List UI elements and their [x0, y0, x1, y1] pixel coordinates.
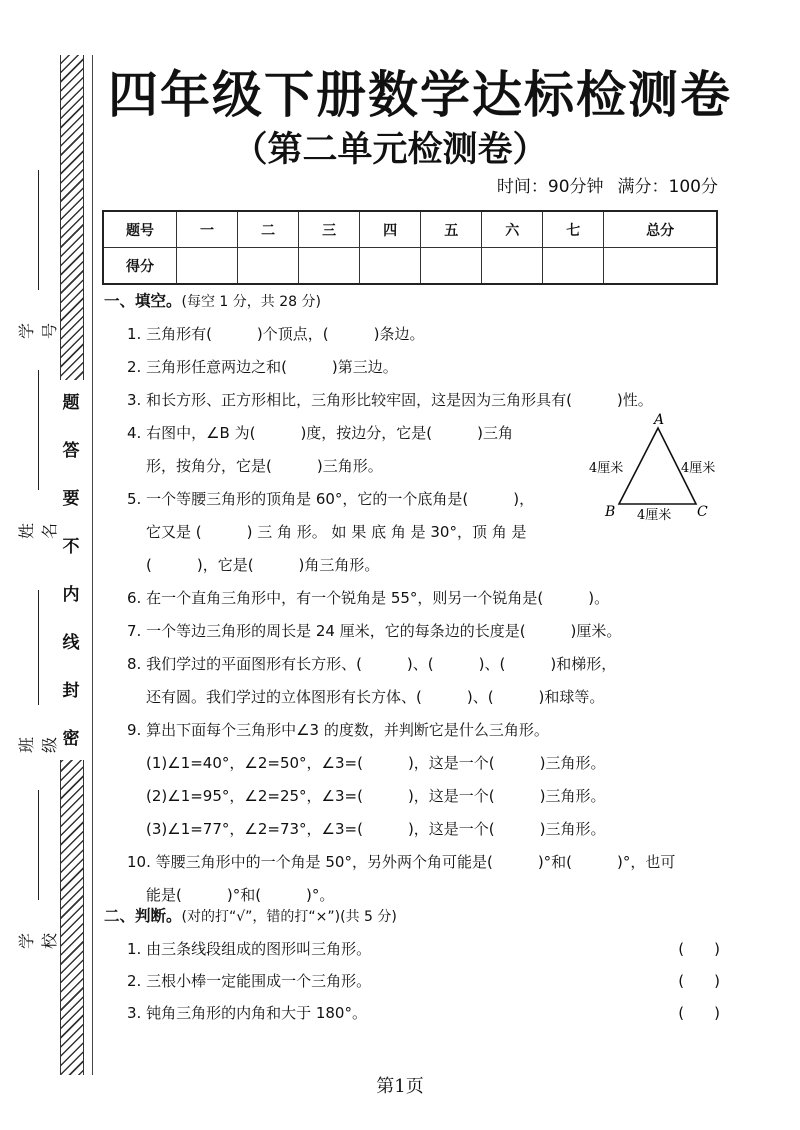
question-line: ( )，它是( )角三角形。: [146, 556, 380, 574]
question-line: 1. 三角形有( )个顶点，( )条边。: [127, 325, 425, 343]
score-input-cell[interactable]: [177, 248, 238, 285]
score-input-cell[interactable]: [421, 248, 482, 285]
question-line: 7. 一个等边三角形的周长是 24 厘米，它的每条边的长度是( )厘米。: [127, 622, 622, 640]
table-cell: 六: [482, 211, 543, 248]
score-input-cell[interactable]: [543, 248, 604, 285]
section-1-heading: [104, 290, 321, 313]
vertex-b-label: B: [605, 504, 616, 520]
question-line: 5. 一个等腰三角形的顶角是 60°，它的一个底角是( )，: [127, 490, 535, 508]
page-subtitle: （第二单元检测卷）: [232, 130, 548, 170]
table-cell: 二: [238, 211, 299, 248]
page-title: 四年级下册数学达标检测卷: [108, 66, 732, 124]
question-line: 10. 等腰三角形中的一个角是 50°，另外两个角可能是( )°和( )°，也可: [127, 853, 676, 871]
question-line: (1)∠1=40°，∠2=50°，∠3=( )，这是一个( )三角形。: [146, 754, 606, 772]
question-line: 能是( )°和( )°。: [146, 886, 335, 904]
seal-char: 封: [62, 681, 80, 701]
vertex-a-label: A: [654, 412, 665, 428]
class-line: [38, 590, 39, 705]
section-title: 一、填空。: [104, 292, 182, 310]
full-score: 满分：100分: [617, 177, 718, 197]
side-ac-label: 4厘米: [681, 461, 716, 476]
section-note: (每空 1 分，共 28 分): [181, 294, 321, 310]
table-cell: 五: [421, 211, 482, 248]
seal-char: 线: [62, 633, 80, 653]
question-line: 9. 算出下面每个三角形中∠3 的度数，并判断它是什么三角形。: [127, 721, 549, 739]
table-cell: 题号: [103, 211, 177, 248]
page-number: 第1页: [376, 1076, 424, 1097]
binding-border: [92, 55, 93, 1075]
question-line: 2. 三角形任意两边之和( )第三边。: [127, 358, 398, 376]
seal-char: 密: [62, 729, 80, 749]
student-id-label: 学号: [17, 323, 59, 340]
name-line: [38, 370, 39, 490]
table-cell: 四: [360, 211, 421, 248]
score-table-header-row: [103, 211, 717, 248]
score-input-cell[interactable]: [299, 248, 360, 285]
question-line: (2)∠1=95°，∠2=25°，∠3=( )，这是一个( )三角形。: [146, 787, 606, 805]
score-input-cell[interactable]: [360, 248, 421, 285]
seal-char: 内: [62, 585, 80, 605]
score-input-cell[interactable]: [604, 248, 717, 285]
answer-bracket[interactable]: ( ): [678, 940, 720, 958]
question-line: 还有圆。我们学过的立体图形有长方体、( )、( )和球等。: [146, 688, 605, 706]
table-cell: 一: [177, 211, 238, 248]
score-input-cell[interactable]: [482, 248, 543, 285]
table-cell: 总分: [604, 211, 717, 248]
seal-char: 答: [62, 441, 80, 461]
time-limit: 时间：90分钟: [496, 177, 604, 197]
answer-bracket[interactable]: ( ): [678, 972, 720, 990]
name-label: 姓名: [17, 523, 59, 540]
section-2-heading: [104, 905, 397, 928]
side-bc-label: 4厘米: [637, 508, 672, 523]
table-cell: 三: [299, 211, 360, 248]
school-label: 学校: [17, 933, 59, 950]
judge-item: 2. 三根小棒一定能围成一个三角形。: [127, 972, 372, 990]
triangle-figure: [585, 412, 725, 524]
score-table-score-row: [103, 248, 717, 285]
question-line: 6. 在一个直角三角形中，有一个锐角是 55°，则另一个锐角是( )。: [127, 589, 610, 607]
seal-char: 要: [62, 489, 80, 509]
school-line: [38, 790, 39, 900]
side-ab-label: 4厘米: [589, 461, 624, 476]
question-line: 8. 我们学过的平面图形有长方形、( )、( )、( )和梯形，: [127, 655, 617, 673]
judge-item: 1. 由三条线段组成的图形叫三角形。: [127, 940, 372, 958]
score-input-cell[interactable]: [238, 248, 299, 285]
section-note: (对的打“√”，错的打“×”)(共 5 分): [181, 909, 397, 925]
question-line: 3. 和长方形、正方形相比，三角形比较牢固，这是因为三角形具有( )性。: [127, 391, 653, 409]
table-cell: 得分: [103, 248, 177, 285]
section-title: 二、判断。: [104, 907, 182, 925]
vertex-c-label: C: [697, 504, 708, 520]
question-line: (3)∠1=77°，∠2=73°，∠3=( )，这是一个( )三角形。: [146, 820, 606, 838]
class-label: 班级: [17, 737, 59, 754]
judge-item: 3. 钝角三角形的内角和大于 180°。: [127, 1004, 367, 1022]
question-line: 形，按角分，它是( )三角形。: [146, 457, 383, 475]
exam-meta: [497, 172, 718, 197]
table-cell: 七: [543, 211, 604, 248]
answer-bracket[interactable]: ( ): [678, 1004, 720, 1022]
student-id-line: [38, 170, 39, 290]
seal-char: 不: [62, 537, 80, 557]
seal-char: 题: [62, 393, 80, 413]
question-line: 它又是 ( ) 三 角 形。 如 果 底 角 是 30°，顶 角 是: [146, 523, 527, 541]
question-line: 4. 右图中，∠B 为( )度，按边分，它是( )三角: [127, 424, 513, 442]
score-table: [102, 210, 718, 285]
